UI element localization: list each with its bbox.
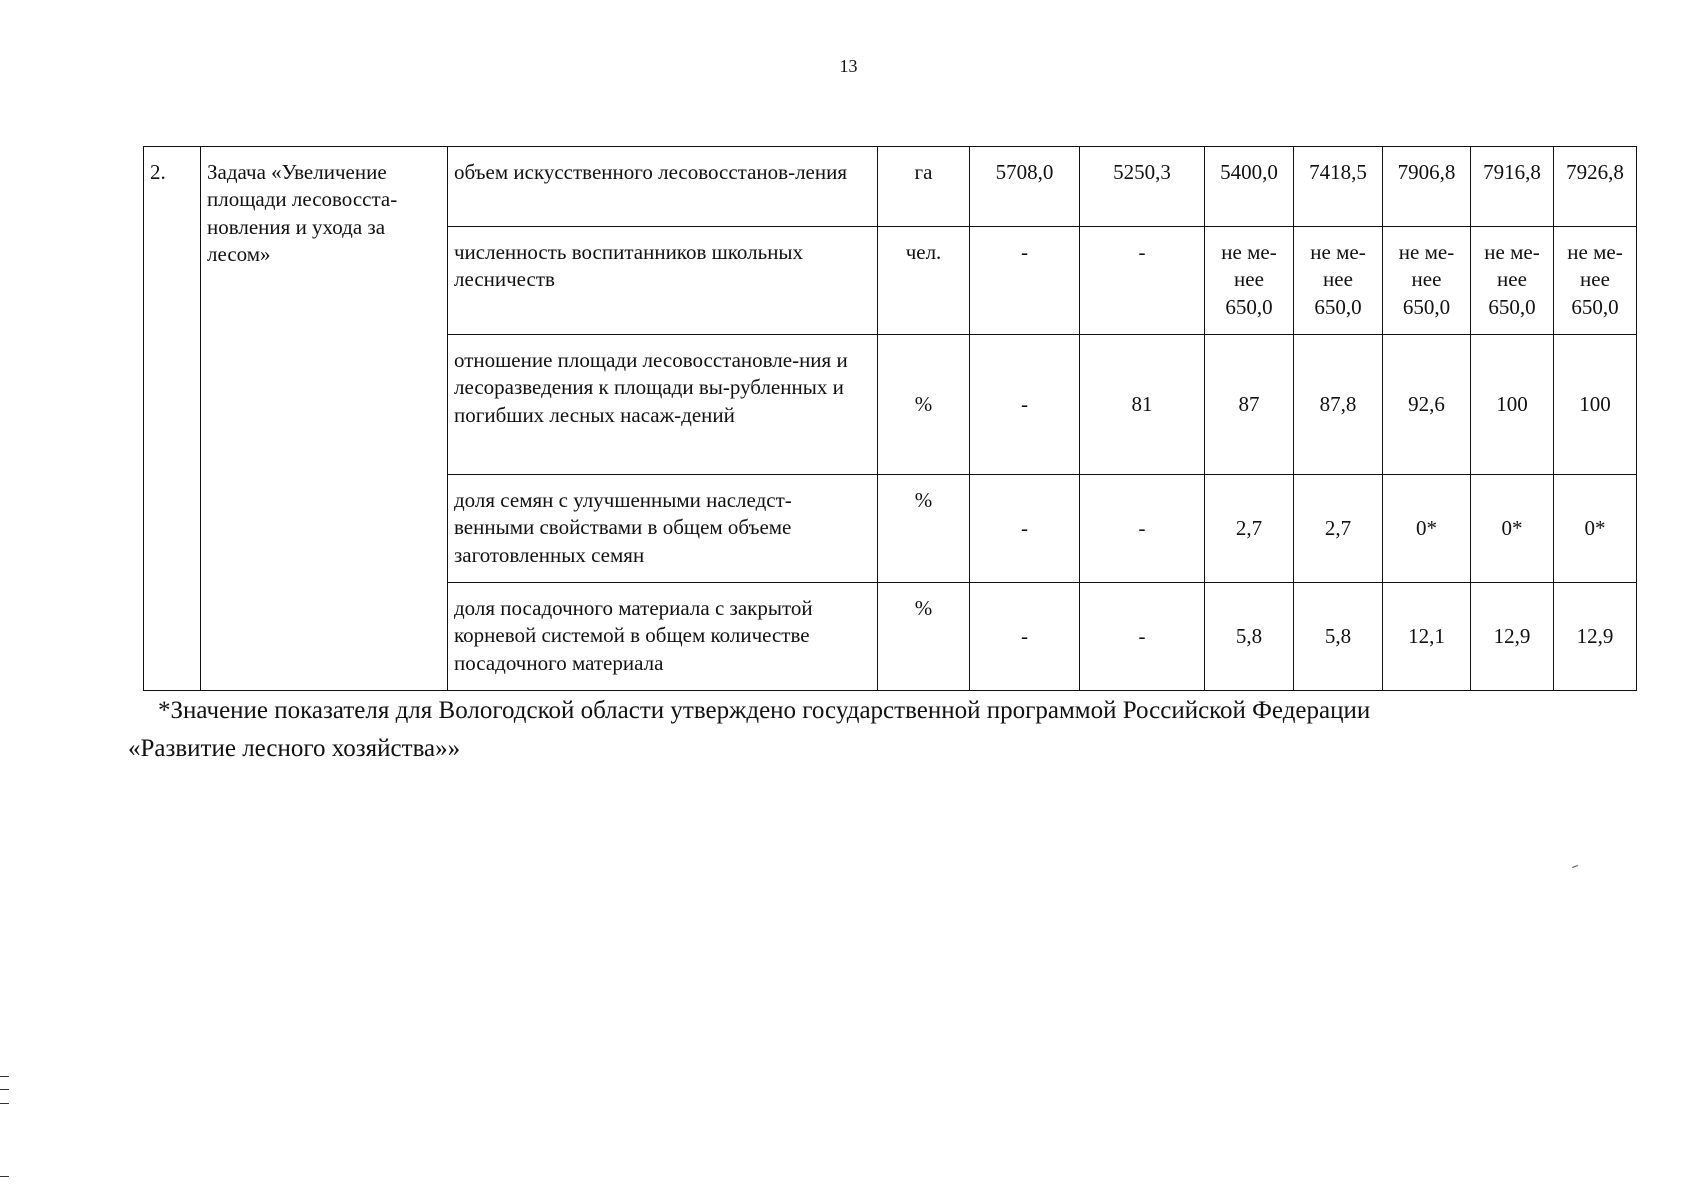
value-cell: - [970, 335, 1080, 475]
value-cell: - [970, 227, 1080, 335]
value-cell: 7916,8 [1471, 147, 1554, 227]
task-number-cell: 2. [144, 147, 201, 691]
value-cell: 5,8 [1294, 583, 1383, 691]
value-cell: не ме-нее 650,0 [1383, 227, 1471, 335]
value-cell: 5708,0 [970, 147, 1080, 227]
value-cell: 81 [1080, 335, 1205, 475]
value-cell: 7418,5 [1294, 147, 1383, 227]
indicators-table [143, 146, 1637, 691]
indicator-cell: численность воспитанников школьных лесничеств [448, 227, 878, 335]
unit-cell: % [878, 583, 970, 691]
value-cell: 0* [1471, 475, 1554, 583]
value-cell: - [1080, 475, 1205, 583]
footnote [128, 692, 1608, 768]
indicator-cell: доля посадочного материала с закрытой корневой системой в общем количестве посадочного материала [448, 583, 878, 691]
value-cell: - [970, 475, 1080, 583]
value-cell: 12,9 [1554, 583, 1637, 691]
unit-cell: га [878, 147, 970, 227]
value-cell: не ме-нее 650,0 [1554, 227, 1637, 335]
scan-mark [1572, 865, 1578, 868]
value-cell: 0* [1554, 475, 1637, 583]
value-cell: 7906,8 [1383, 147, 1471, 227]
unit-cell: % [878, 475, 970, 583]
value-cell: 92,6 [1383, 335, 1471, 475]
value-cell: не ме-нее 650,0 [1471, 227, 1554, 335]
value-cell: 100 [1471, 335, 1554, 475]
value-cell: - [1080, 227, 1205, 335]
value-cell: - [970, 583, 1080, 691]
task-name-cell: Задача «Увеличение площади лесовосста-новления и ухода за лесом» [201, 147, 448, 691]
unit-cell: чел. [878, 227, 970, 335]
margin-mark [0, 1176, 9, 1177]
value-cell: не ме-нее 650,0 [1294, 227, 1383, 335]
value-cell: 2,7 [1294, 475, 1383, 583]
value-cell: 2,7 [1205, 475, 1294, 583]
value-cell: 12,9 [1471, 583, 1554, 691]
value-cell: 100 [1554, 335, 1637, 475]
value-cell: 12,1 [1383, 583, 1471, 691]
unit-cell: % [878, 335, 970, 475]
value-cell: - [1080, 583, 1205, 691]
value-cell: 87 [1205, 335, 1294, 475]
value-cell: 5250,3 [1080, 147, 1205, 227]
value-cell: 87,8 [1294, 335, 1383, 475]
page-number: 13 [839, 56, 858, 76]
value-cell: 7926,8 [1554, 147, 1637, 227]
indicator-cell: доля семян с улучшенными наследст-венными свойствами в общем объеме заготовленных семян [448, 475, 878, 583]
footnote-line-1: *Значение показателя для Вологодской области утверждено государственной программой Российской Федерации [158, 697, 1371, 724]
value-cell: 5,8 [1205, 583, 1294, 691]
value-cell: 5400,0 [1205, 147, 1294, 227]
indicator-cell: объем искусственного лесовосстанов-ления [448, 147, 878, 227]
value-cell: не ме-нее 650,0 [1205, 227, 1294, 335]
table-row [144, 147, 1637, 227]
footnote-line-2: «Развитие лесного хозяйства»» [128, 735, 461, 762]
indicator-cell: отношение площади лесовосстановле-ния и лесоразведения к площади вы-рубленных и погибших лесных насаж-дений [448, 335, 878, 475]
margin-mark [0, 1076, 9, 1104]
value-cell: 0* [1383, 475, 1471, 583]
